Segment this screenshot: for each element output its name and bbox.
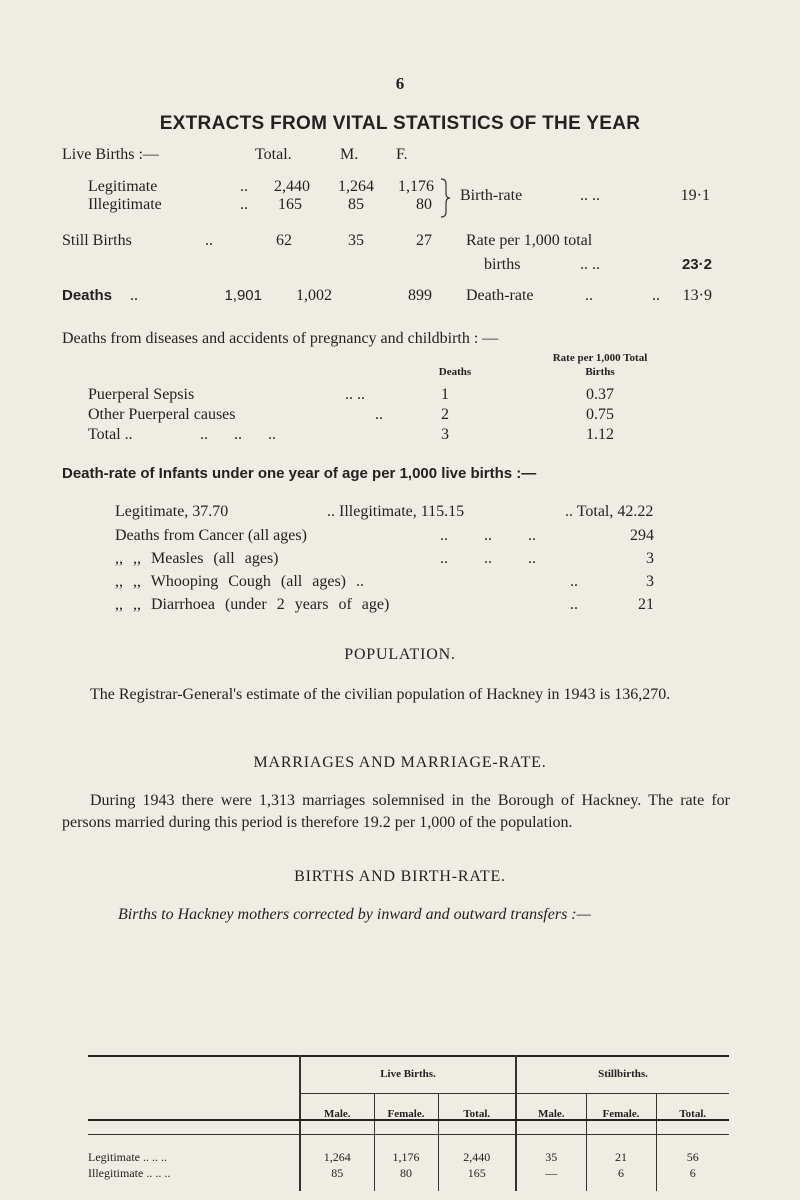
table-row <box>88 1165 729 1191</box>
legitimate-total: 2,440 <box>274 178 310 195</box>
still-rate-label-2: births <box>484 256 521 273</box>
table-cell: 6 <box>656 1165 729 1191</box>
table-cell: 56 <box>656 1135 729 1166</box>
col-live-male: Male. <box>300 1094 374 1135</box>
infant-heading: Death-rate of Infants under one year of age per 1,000 live births :— <box>62 465 537 482</box>
pregnancy-total-dots: .. .. .. <box>200 426 276 443</box>
table-cell: 35 <box>516 1135 586 1166</box>
puerperal-sepsis-rate: 0.37 <box>586 386 614 403</box>
row-label: Illegitimate .. .. .. <box>88 1165 171 1180</box>
births-table <box>88 1055 729 1191</box>
births-subheading-text: Births to Hackney mothers corrected by inward and outward transfers :— <box>118 906 591 923</box>
illegitimate-total: 165 <box>278 196 302 213</box>
infant-total: .. Total, 42.22 <box>565 503 654 520</box>
puerperal-sepsis-dots: .. .. <box>345 386 365 403</box>
illegitimate-m: 85 <box>348 196 364 213</box>
table-cell: 80 <box>374 1165 438 1191</box>
table-cell: 1,264 <box>300 1135 374 1166</box>
infant-legitimate: Legitimate, 37.70 <box>115 503 229 520</box>
legitimate-f: 1,176 <box>398 178 434 195</box>
measles-dots: .. .. .. <box>440 550 536 567</box>
whooping-cough-value: 3 <box>646 573 654 590</box>
col-live-total: Total. <box>438 1094 516 1135</box>
brace-icon <box>438 178 452 218</box>
still-rate-dots: .. .. <box>580 256 600 273</box>
deaths-f: 899 <box>408 287 432 304</box>
death-rate-label: Death-rate <box>466 287 534 304</box>
population-heading: POPULATION. <box>344 646 456 663</box>
cancer-dots: .. .. .. <box>440 527 536 544</box>
table-cell: 1,176 <box>374 1135 438 1166</box>
puerperal-sepsis-label: Puerperal Sepsis <box>88 386 195 403</box>
table-cell: 6 <box>586 1165 656 1191</box>
header-total: Total. <box>255 146 292 163</box>
measles-value: 3 <box>646 550 654 567</box>
table-cell: 85 <box>300 1165 374 1191</box>
table-corner-sub <box>88 1094 300 1135</box>
births-heading: BIRTHS AND BIRTH-RATE. <box>294 868 506 885</box>
pregnancy-total-rate: 1.12 <box>586 426 614 443</box>
population-text: The Registrar-General's estimate of the civilian population of Hackney in 1943 is 136,270. <box>90 686 671 703</box>
legitimate-label: Legitimate <box>88 178 158 195</box>
still-births-m: 35 <box>348 232 364 249</box>
illegitimate-label: Illegitimate <box>88 196 162 213</box>
table-bottom-rule <box>88 1119 729 1121</box>
col-live-female: Female. <box>374 1094 438 1135</box>
table-corner <box>88 1055 300 1094</box>
deaths-m: 1,002 <box>296 287 332 304</box>
diarrhoea-value: 21 <box>638 596 654 613</box>
birth-rate-value: 19·1 <box>680 187 710 204</box>
whooping-cough-dots: .. <box>570 573 578 590</box>
still-births-total: 62 <box>276 232 292 249</box>
diarrhoea-dots: .. <box>570 596 578 613</box>
measles-label: ,, ,, Measles (all ages) <box>115 550 279 567</box>
deaths-label: Deaths <box>62 287 113 304</box>
rate-header-2: Births <box>585 366 615 378</box>
marriages-text: During 1943 there were 1,313 marriages solemnised in the Borough of Hackney. The rate for persons married during this period is therefore 19.2 per 1,000 of the population. <box>62 792 730 831</box>
whooping-cough-label: ,, ,, Whooping Cough (all ages) .. <box>115 573 365 590</box>
other-puerperal-label: Other Puerperal causes <box>88 406 236 423</box>
still-births-label: Still Births <box>62 232 132 249</box>
pregnancy-total-label: Total .. <box>88 426 133 443</box>
pregnancy-total-deaths: 3 <box>441 426 449 443</box>
stillbirths-group: Stillbirths. <box>516 1055 729 1094</box>
death-rate-dots-2: .. <box>652 287 660 304</box>
deaths-header: Deaths <box>438 366 472 378</box>
live-births-label: Live Births :— <box>62 146 159 163</box>
cancer-value: 294 <box>630 527 654 544</box>
marriages-heading: MARRIAGES AND MARRIAGE-RATE. <box>253 754 547 771</box>
legitimate-m: 1,264 <box>338 178 374 195</box>
pregnancy-heading: Deaths from diseases and accidents of pregnancy and childbirth : — <box>62 330 499 347</box>
live-births-group: Live Births. <box>300 1055 516 1094</box>
illegitimate-f: 80 <box>416 196 432 213</box>
death-rate-value: 13·9 <box>682 287 712 304</box>
still-births-dots: .. <box>205 232 213 249</box>
page-number: 6 <box>395 74 405 93</box>
puerperal-sepsis-deaths: 1 <box>441 386 449 403</box>
col-still-male: Male. <box>516 1094 586 1135</box>
table-cell: 165 <box>438 1165 516 1191</box>
illegitimate-dots: .. <box>240 196 248 213</box>
birth-rate-label: Birth-rate <box>460 187 523 204</box>
still-births-f: 27 <box>416 232 432 249</box>
table-cell: 21 <box>586 1135 656 1166</box>
still-rate-value: 23·2 <box>681 256 712 273</box>
cancer-label: Deaths from Cancer (all ages) <box>115 527 307 544</box>
col-still-female: Female. <box>586 1094 656 1135</box>
deaths-total: 1,901 <box>224 287 262 304</box>
page-title: EXTRACTS FROM VITAL STATISTICS OF THE YEAR <box>159 113 641 134</box>
header-f: F. <box>396 146 408 163</box>
deaths-dots: .. <box>130 287 138 304</box>
births-subheading <box>118 904 738 926</box>
other-puerperal-dots: .. <box>375 406 383 423</box>
table-cell: — <box>516 1165 586 1191</box>
birth-rate-dots: .. .. <box>580 187 600 204</box>
table-row <box>88 1135 729 1166</box>
header-m: M. <box>340 146 359 163</box>
infant-illegitimate: .. Illegitimate, 115.15 <box>327 503 465 520</box>
col-still-total: Total. <box>656 1094 729 1135</box>
legitimate-dots: .. <box>240 178 248 195</box>
death-rate-dots: .. <box>585 287 593 304</box>
rate-header-1: Rate per 1,000 Total <box>552 352 648 364</box>
other-puerperal-deaths: 2 <box>441 406 449 423</box>
diarrhoea-label: ,, ,, Diarrhoea (under 2 years of age) <box>115 596 390 613</box>
table-cell: 2,440 <box>438 1135 516 1166</box>
other-puerperal-rate: 0.75 <box>586 406 614 423</box>
row-label: Legitimate .. .. .. <box>88 1149 167 1164</box>
still-rate-label: Rate per 1,000 total <box>466 232 593 249</box>
